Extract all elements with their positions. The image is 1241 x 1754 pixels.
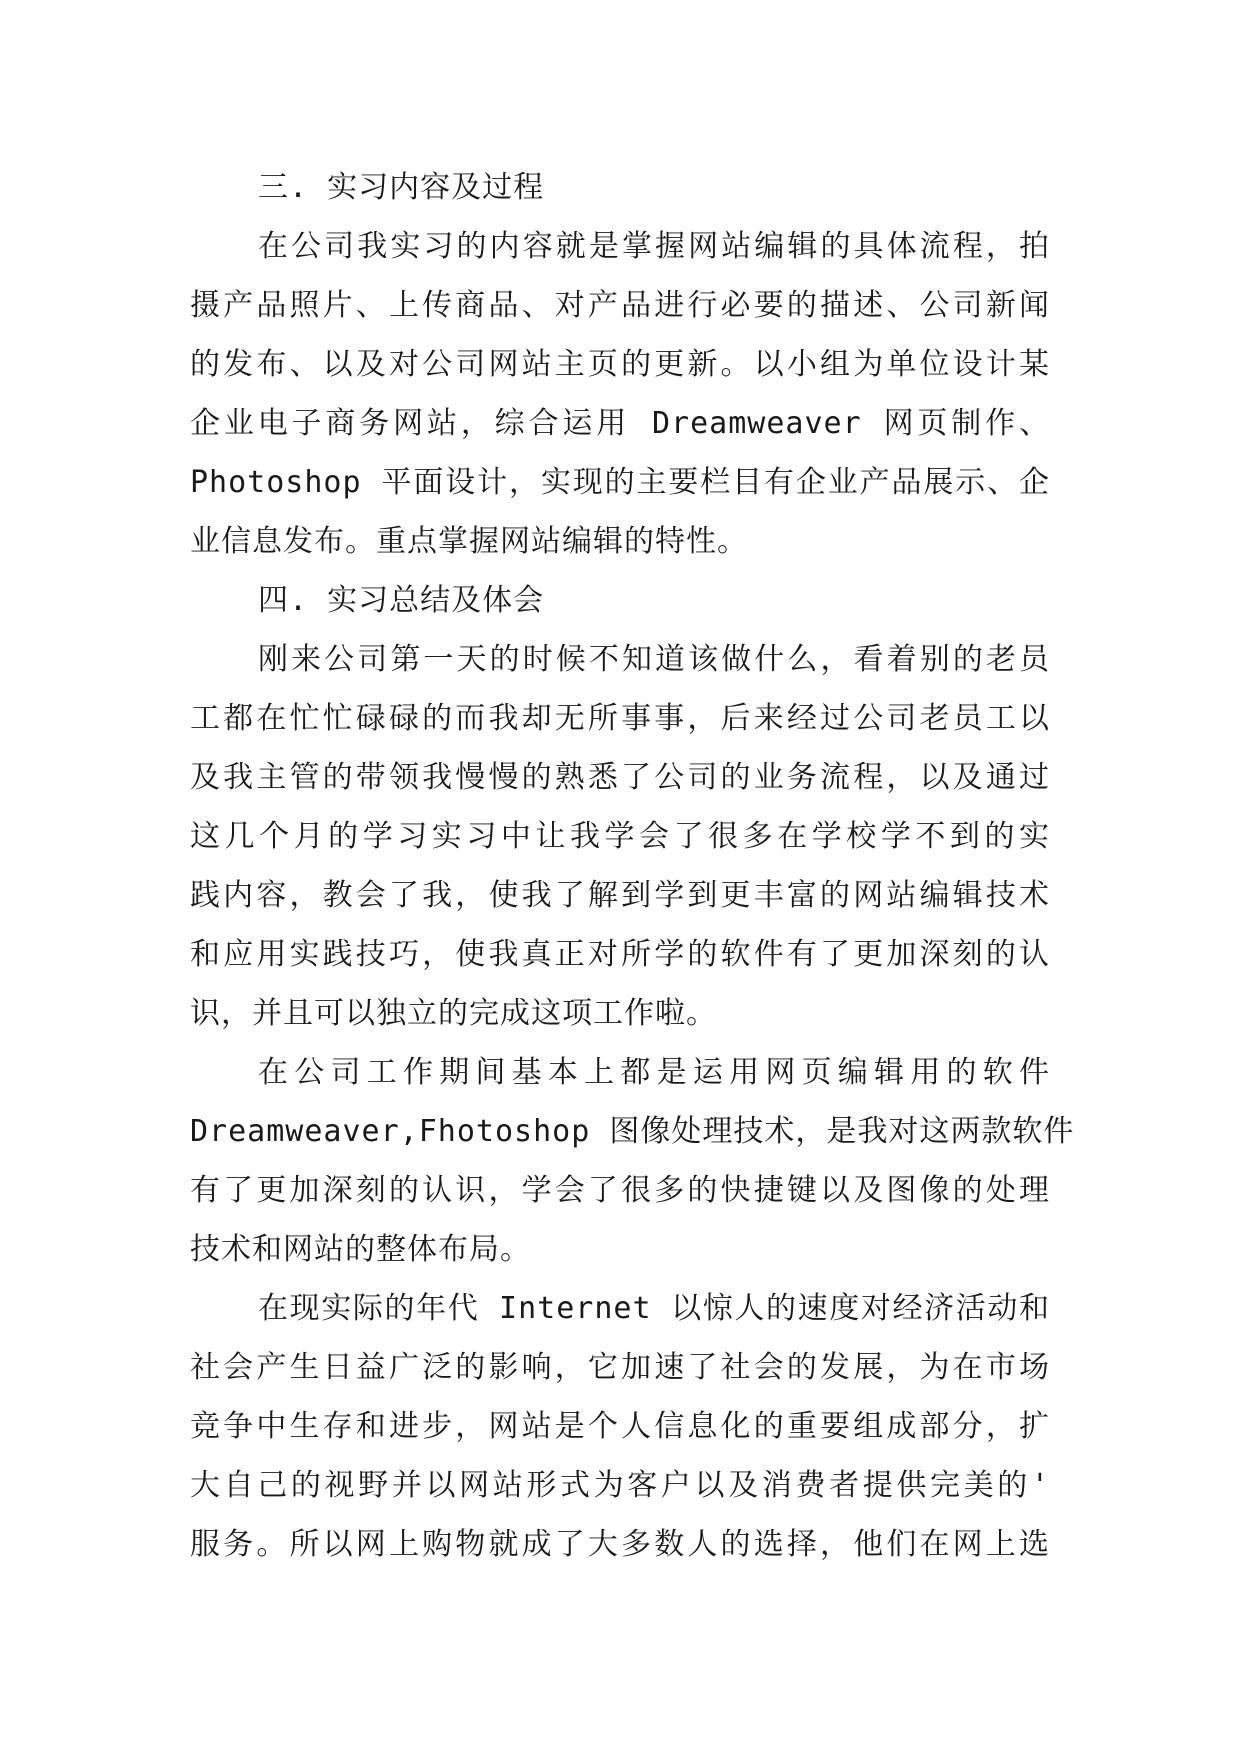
text-line: 识，并且可以独立的完成这项工作啦。 [190, 996, 717, 1031]
text-line: 有了更加深刻的认识，学会了很多的快捷键以及图像的处理 [190, 1173, 1050, 1208]
paragraph-internship-content [190, 217, 1050, 571]
text-line: 竞争中生存和进步，网站是个人信息化的重要组成部分，扩 [190, 1409, 1050, 1444]
text-line: 刚来公司第一天的时候不知道该做什么，看着别的老员 [258, 642, 1050, 677]
paragraph-summary-2 [190, 1043, 1075, 1279]
section-heading-4: 四. 实习总结及体会 [258, 583, 545, 618]
text-line: 技术和网站的整体布局。 [190, 1232, 531, 1267]
text-line: 和应用实践技巧，使我真正对所学的软件有了更加深刻的认 [190, 937, 1050, 972]
paragraph-summary-3 [190, 1279, 1050, 1574]
text-line: 在现实际的年代 Internet 以惊人的速度对经济活动和 [258, 1291, 1050, 1326]
text-line: 服务。所以网上购物就成了大多数人的选择，他们在网上选 [190, 1527, 1050, 1562]
text-line: 大自己的视野并以网站形式为客户以及消费者提供完美的' [190, 1468, 1050, 1503]
text-line: 践内容，教会了我，使我了解到学到更丰富的网站编辑技术 [190, 878, 1050, 913]
text-line: 业信息发布。重点掌握网站编辑的特性。 [190, 524, 748, 559]
text-line: 社会产生日益广泛的影响，它加速了社会的发展，为在市场 [190, 1350, 1050, 1385]
text-line: Photoshop 平面设计，实现的主要栏目有企业产品展示、企 [190, 465, 1050, 500]
text-line: 摄产品照片、上传商品、对产品进行必要的描述、公司新闻 [190, 288, 1050, 323]
text-line: 的发布、以及对公司网站主页的更新。以小组为单位设计某 [190, 347, 1050, 382]
text-line: 工都在忙忙碌碌的而我却无所事事，后来经过公司老员工以 [190, 701, 1050, 736]
text-line: 在公司我实习的内容就是掌握网站编辑的具体流程，拍 [258, 229, 1050, 264]
text-line: 在公司工作期间基本上都是运用网页编辑用的软件 [258, 1055, 1050, 1090]
text-line: 这几个月的学习实习中让我学会了很多在学校学不到的实 [190, 819, 1050, 854]
section-heading-3: 三. 实习内容及过程 [258, 170, 545, 205]
text-line: 企业电子商务网站，综合运用 Dreamweaver 网页制作、 [190, 406, 1050, 441]
text-line: Dreamweaver,Fhotoshop 图像处理技术，是我对这两款软件 [190, 1114, 1075, 1149]
document-body [190, 158, 1075, 1574]
text-line: 及我主管的带领我慢慢的熟悉了公司的业务流程，以及通过 [190, 760, 1050, 795]
paragraph-summary-1 [190, 630, 1050, 1043]
